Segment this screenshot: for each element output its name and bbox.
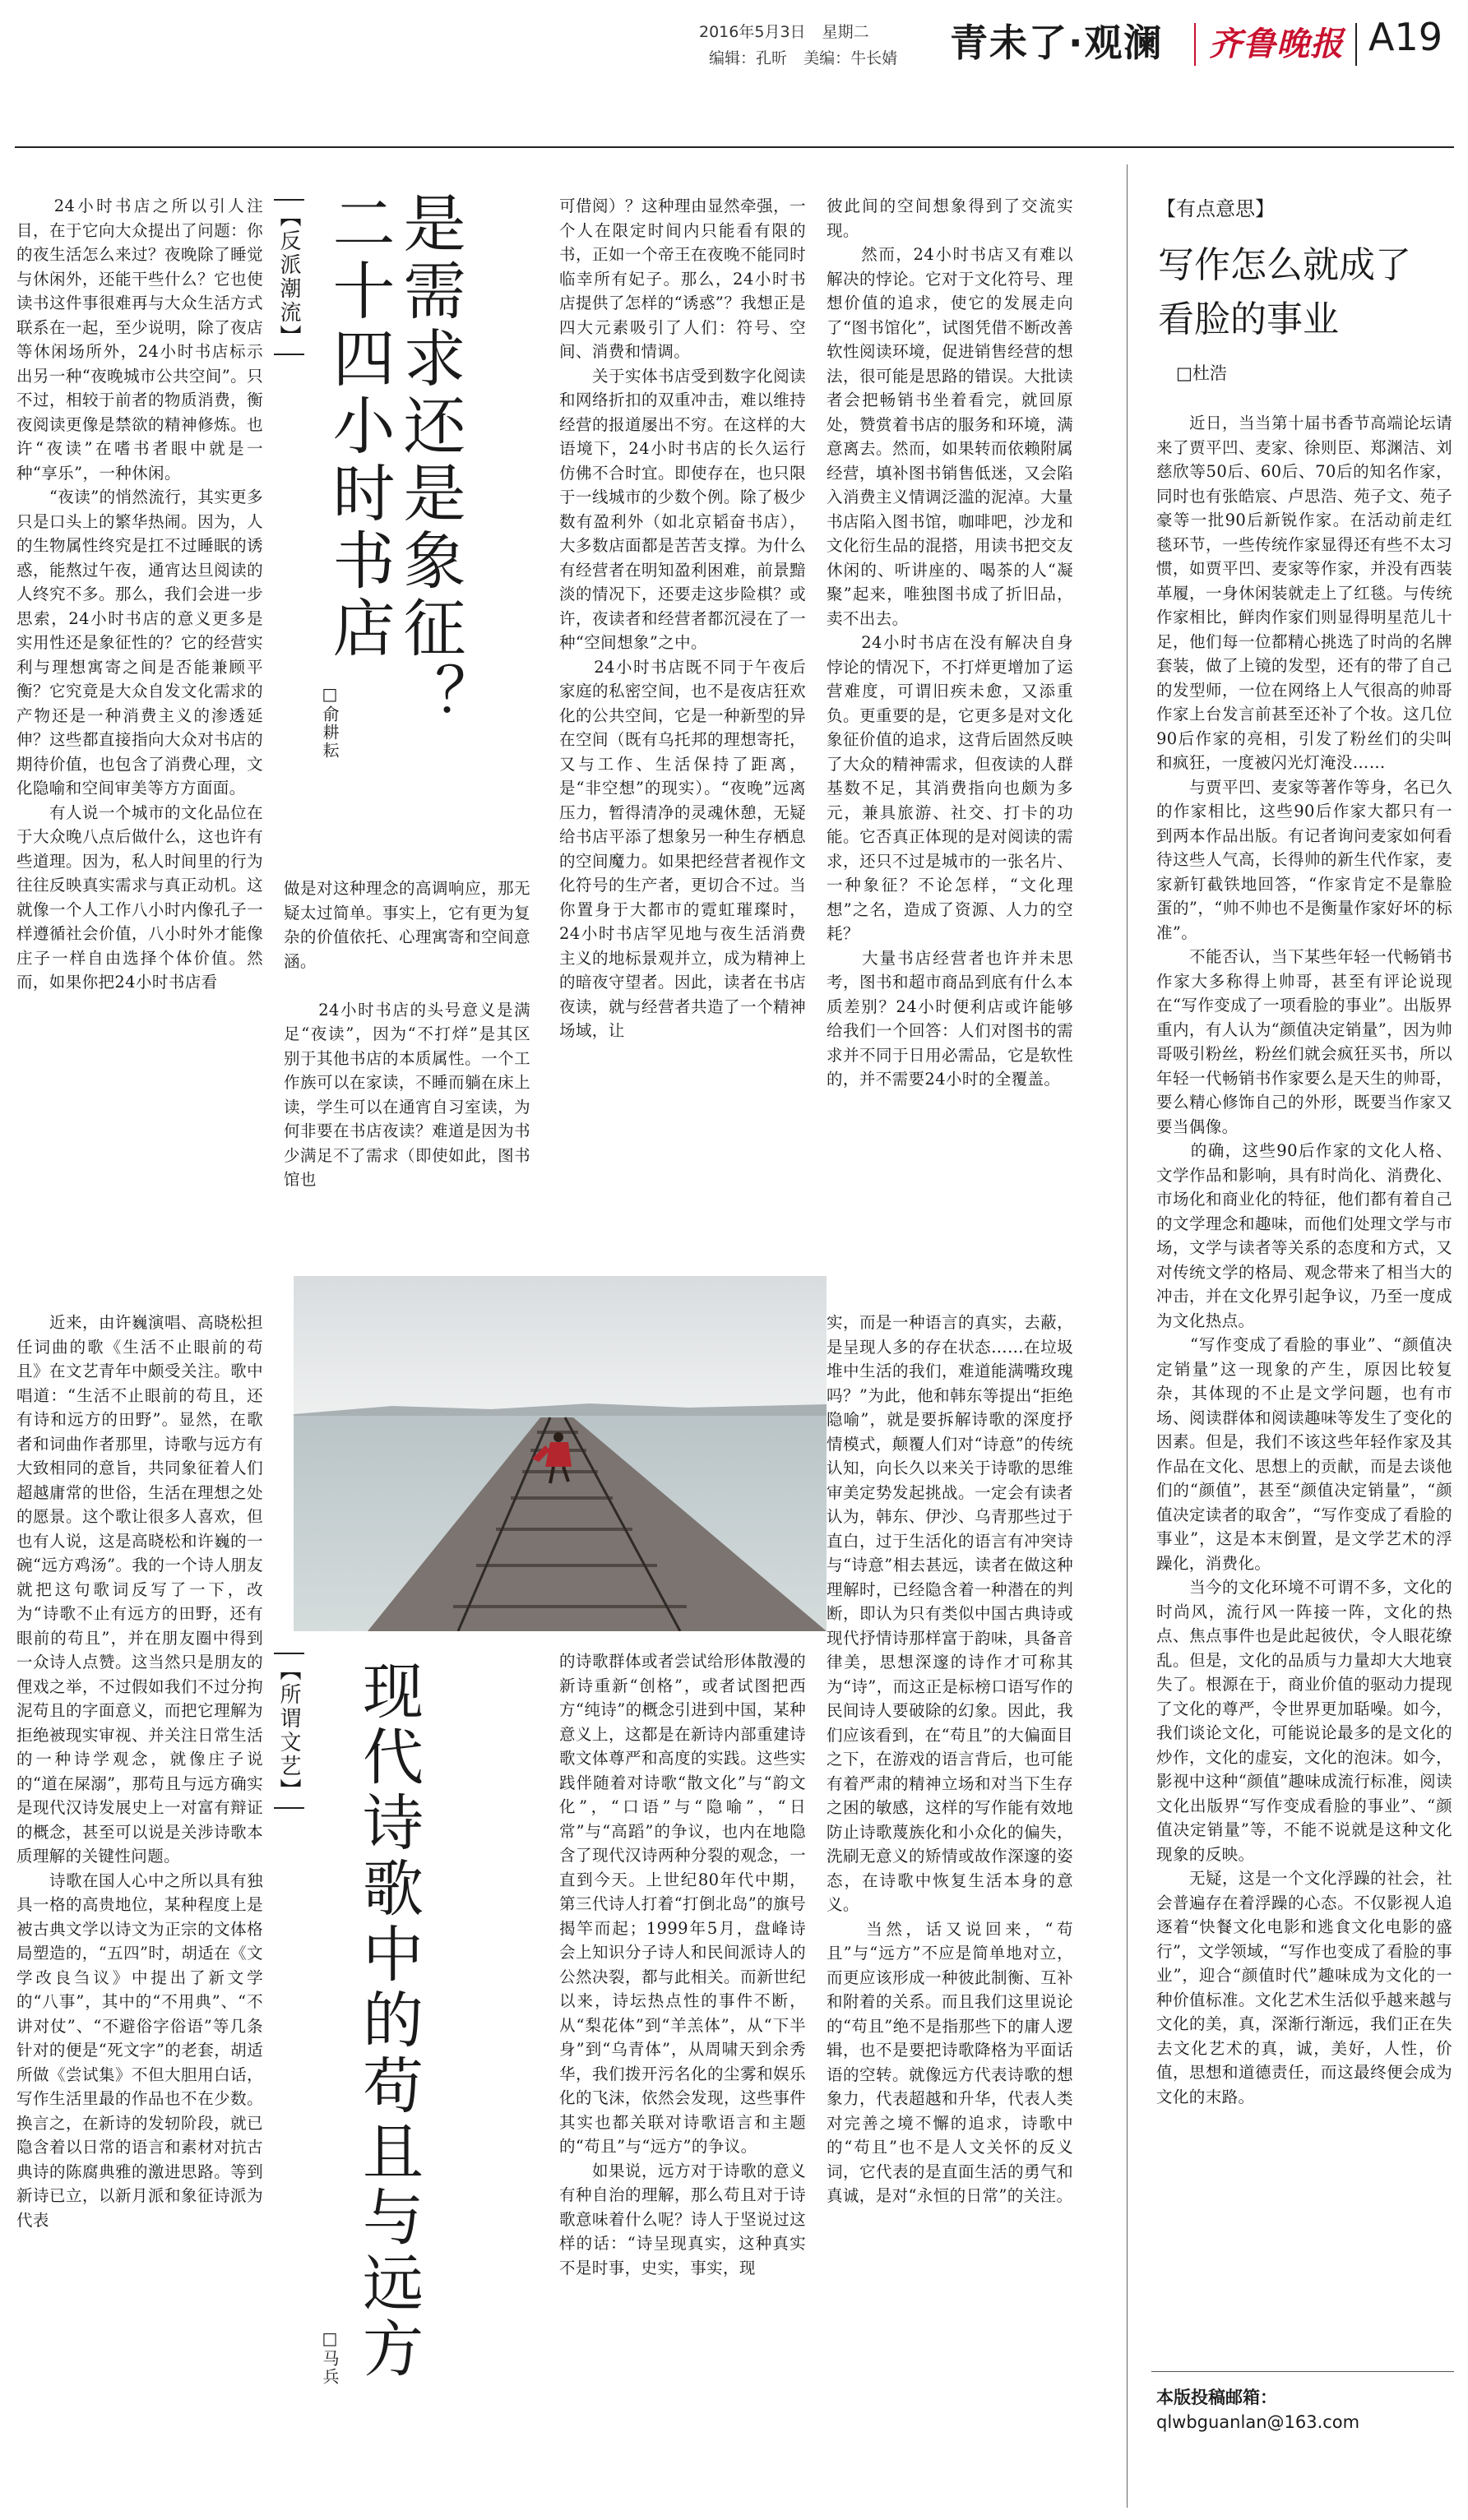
article3-column-2: 的诗歌群体或者尝试给形体散漫的新诗重新“创格”，或者试图把西方“纯诗”的概念引进到中国，某种意义上，这都是在新诗内部重建诗歌文体尊严和高度的实践。这些实践伴随着对诗歌“散文化”与“韵文化”，“口语”与“隐喻”，“日常”与“高蹈”的争议，也内在地隐含了现代汉诗两种分裂的观念，一直到今天。上世纪80年代中期，第三代诗人打着“打倒北岛”的旗号揭竿而起；1999年5月，盘峰诗会上知识分子诗人和民间派诗人的公然决裂，都与此相关。而新世纪以来，诗坛热点性的事件不断，从“梨花体”到“羊羔体”，从“下半身”到“乌青体”，从周啸天到余秀华，我们拨开污名化的尘雾和娱乐化的飞沫，依然会发现，这些事件其实也都关联对诗歌语言和主题的“苟且”与“远方”的争议。 如果说，远方对于诗歌的意义有种自治的理解，那么苟且对于诗歌意味着什么呢？诗人于坚说过这样的话：“诗呈现真实，这种真实不是时事，史实，事实，现 [559, 1652, 806, 2277]
article1-title-line1: 是需求还是象征？ [393, 191, 466, 730]
railway-photo-illustration [294, 1276, 827, 1631]
paper-logo: 齐鲁晚报 [1209, 25, 1344, 63]
weekday-text: 星期二 [822, 23, 869, 41]
header-divider-1 [1194, 23, 1196, 66]
article1-title-line2: 二十四小时书店 [322, 191, 396, 663]
page-number: A19 [1368, 15, 1443, 59]
article1-column-3: 可借阅）？这种理由显然牵强，一个人在限定时间内只能看有限的书，正如一个帝王在夜晚不能同时临幸所有妃子。那么，24小时书店提供了怎样的“诱惑”？我想正是四大元素吸引了人们：符号、空间、消费和情调。 关于实体书店受到数字化阅读和网络折扣的双重冲击，难以维持经营的报道屡出不穷。在这样的大语境下，24小时书店的长久运行仿佛不合时宜。即使存在，也只限于一线城市的少数个例。除了极少数有盈利外（如北京韬奋书店），大多数店面都是苦苦支撑。为什么有经营者在明知盈利困难，前景黯淡的情况下，还要走这步险棋？或许，夜读者和经营者都沉浸在了一种“空间想象”之中。 24小时书店既不同于午夜后家庭的私密空间，也不是夜店狂欢化的公共空间，它是一种新型的异在空间（既有乌托邦的理想寄托，又与工作、生活保持了距离，是“非空想”的现实）。“夜晚”远离压力，暂得清净的灵魂休憩，无疑给书店平添了想象另一种生存栖息的空间魔力。如果把经营者视作文化符号的生产者，更切合不过。当你置身于大都市的霓虹璀璨时，24小时书店罕见地与夜生活消费主义的地标景观并立，成为精神上的暗夜守望者。因此，读者在书店夜读，就与经营者共造了一个精神场域，让 [559, 197, 806, 1040]
railway-photo [294, 1276, 827, 1631]
article3-title: 现代诗歌中的苟且与远方 [353, 1659, 424, 2383]
header-rule [15, 146, 1454, 148]
article2-title-line2: 看脸的事业 [1158, 298, 1339, 340]
article3-column-3: 实，而是一种语言的真实，去蔽，是呈现人多的存在状态……在垃圾堆中生活的我们，难道能满嘴玫瑰吗？”为此，他和韩东等提出“拒绝隐喻”，就是要拆解诗歌的深度抒情模式，颠覆人们对“诗意”的传统认知，向长久以来关于诗歌的思维审美定势发起挑战。一定会有读者认为，韩东、伊沙、乌青那些过于直白，过于生活化的语言有冲突诗与“诗意”相去甚远，读者在做这种理解时，已经隐含着一种潜在的判断，即认为只有类似中国古典诗或现代抒情诗那样富于韵味，具备音律美，思想深邃的诗作才可称其为“诗”，而这正是标榜口语写作的民间诗人要破除的幻象。因此，我们应该看到，在“苟且”的大偏面目之下，在游戏的语言背后，也可能有着严肃的精神立场和对当下生存之困的敏感，这样的写作能有效地防止诗歌蔑族化和小众化的偏失，洗刷无意义的矫情或故作深邃的姿态，在诗歌中恢复生活本身的意义。 当然，话又说回来，“苟且”与“远方”不应是简单地对立，而更应该形成一种彼此制衡、互补和附着的关系。而且我们这里说论的“苟且”绝不是指那些下的庸人逻辑，也不是要把诗歌降格为平面话语的空转。就像远方代表诗歌的想象力，代表超越和升华，代表人类对完善之境不懈的追求，诗歌中的“苟且”也不是人文关怀的反义词，它代表的是直面生活的勇气和真诚，是对“永恒的日常”的关注。 [827, 1313, 1073, 2205]
editor-text: 编辑：孔昕 [709, 49, 788, 67]
header-date [699, 20, 869, 42]
contact-rule [1151, 2371, 1454, 2372]
date-text: 2016年5月3日 [699, 23, 806, 41]
article2-byline: □杜浩 [1176, 363, 1227, 383]
article2-title-line1: 写作怎么就成了 [1158, 244, 1411, 286]
section-divider [1127, 164, 1128, 2508]
section-title: 青未了·观澜 [950, 21, 1164, 65]
article3-column-1: 近来，由许巍演唱、高晓松担任词曲的歌《生活不止眼前的苟且》在文艺青年中颇受关注。歌中唱道：“生活不止眼前的苟且，还有诗和远方的田野”。显然，在歌者和词曲作者那里，诗歌与远方有大致相同的意旨，共同象征着人们超越庸常的世俗，生活在理想之处的愿景。这个歌让很多人喜欢，但也有人说，这是高晓松和许巍的一碗“远方鸡汤”。我的一个诗人朋友就把这句歌词反写了一下，改为“诗歌不止有远方的田野，还有眼前的苟且”，并在朋友圈中得到一众诗人点赞。这当然只是朋友的俚戏之举，不过假如我们不过分拘泥苟且的字面意义，而把它理解为拒绝被现实审视、并关注日常生活的一种诗学观念，就像庄子说的“道在屎溺”，那苟且与远方确实是现代汉诗发展史上一对富有辩证的概念，甚至可以说是关涉诗歌本质理解的关键性问题。 诗歌在国人心中之所以具有独具一格的高贵地位，某种程度上是被古典文学以诗文为正宗的文体格局塑造的，“五四”时，胡适在《文学改良刍议》中提出了新文学的“八事”，其中的“不用典”、“不讲对仗”、“不避俗字俗语”等几条针对的便是“死文字”的老套，胡适所做《尝试集》不但大胆用白话，写作生活里最的作品也不在少数。换言之，在新诗的发轫阶段，就已隐含着以日常的语言和素材对抗古典诗的陈腐典雅的激进思路。等到新诗已立，以新月派和象征诗派为代表 [16, 1313, 263, 2230]
contact-label: 本版投稿邮箱： [1156, 2388, 1277, 2407]
article1-byline: □俞耕耘 [320, 684, 340, 760]
header-divider-2 [1355, 23, 1357, 66]
article3-kicker: 【所谓文艺】 [274, 1653, 304, 1809]
header-staff [709, 46, 897, 68]
article1-column-1: 24小时书店之所以引人注目，在于它向大众提出了问题：你的夜生活怎么来过？夜晚除了睡觉与休闲外，还能干些什么？它也使读书这件事很难再与大众生活方式联系在一起，至少说明，除了夜店等休闲场所外，24小时书店标示出另一种“夜晚城市公共空间”。只不过，相较于前者的物质消费，衡夜阅读更像是禁欲的精神修炼。也许“夜读”在嗜书者眼中就是一种“享乐”，一种休闲。 “夜读”的悄然流行，其实更多只是口头上的繁华热闹。因为，人的生物属性终究是扛不过睡眠的诱惑，能熬过午夜，通宵达旦阅读的人终究不多。那么，我们会进一步思索，24小时书店的意义更多是实用性还是象征性的？它的经营实利与理想寓寄之间是否能兼顾平衡？它究竟是大众自发文化需求的产物还是一种消费主义的渗透延伸？这些都直接指向大众对书店的期待价值，也包含了消费心理，文化隐喻和空间审美等方方面面。 有人说一个城市的文化品位在于大众晚八点后做什么，这也许有些道理。因为，私人时间里的行为往往反映真实需求与真正动机。这就像一个人工作八小时内像孔子一样遵循社会价值，八小时外才能像庄子一样自由选择个体价值。然而，如果你把24小时书店看 [16, 197, 263, 992]
article1-column-4: 彼此间的空间想象得到了交流实现。 然而，24小时书店又有难以解决的悖论。它对于文化符号、理想价值的追求，使它的发展走向了“图书馆化”，试图凭借不断改善软性阅读环境，促进销售经营的想法，很可能是思路的错误。大批读者会把畅销书坐着看完，就回原处，赞赏着书店的服务和环境，满意离去。然而，如果转而依赖附属经营，填补图书销售低迷，又会陷入消费主义情调泛滥的泥淖。大量书店陷入图书馆，咖啡吧，沙龙和文化衍生品的混搭，用读书把交友休闲的、听讲座的、喝茶的人“凝聚”起来，唯独图书成了折旧品，卖不出去。 24小时书店在没有解决自身悖论的情况下，不打烊更增加了运营难度，可谓旧疾未愈，又添重负。更重要的是，它更多是对文化象征价值的追求，这背后固然反映了大众的精神需求，但夜读的人群基数不足，其消费指向也颇为多元，兼具旅游、社交、打卡的功能。它否真正体现的是对阅读的需求，还只不过是城市的一张名片、一种象征？不论怎样，“文化理想”之名，造成了资源、人力的空耗？ 大量书店经营者也许并未思考，图书和超市商品到底有什么本质差别？24小时便利店或许能够给我们一个回答：人们对图书的需求并不同于日用必需品，它是软性的，并不需要24小时的全覆盖。 [827, 197, 1073, 1089]
article3-byline: □马兵 [320, 2328, 340, 2386]
article1-kicker: 【反派潮流】 [274, 199, 304, 355]
article2-kicker: 【有点意思】 [1156, 197, 1275, 220]
article1-column-2: 做是对这种理念的高调响应，那无疑太过简单。事实上，它有更为复杂的价值依托、心理寓寄和空间意涵。 24小时书店的头号意义是满足“夜读”，因为“不打烊”是其区别于其他书店的本质属性。一个工作族可以在家读，不睡而躺在床上读，学生可以在通宵自习室读，为何非要在书店夜读？难道是因为书少满足不了需求（即使如此，图书馆也 [284, 879, 530, 1189]
contact-email[interactable]: qlwbguanlan@163.com [1156, 2412, 1360, 2432]
designer-text: 美编：牛长婧 [803, 49, 898, 67]
article2-body: 近日，当当第十届书香节高端论坛请来了贾平凹、麦家、徐则臣、郑渊洁、刘慈欣等50后、60后、70后的知名作家，同时也有张皓宸、卢思浩、苑子文、苑子豪等一批90后新锐作家。在活动前走红毯环节，一些传统作家显得还有些不太习惯，如贾平凹、麦家等作家，并没有西装革履，一身休闲装就走上了红毯。与传统作家相比，鲜肉作家们则显得明星范儿十足，他们每一位都精心挑选了时尚的名牌套装，做了上镜的发型，还有的带了自己的发型师，一位在网络上人气很高的帅哥作家上台发言前甚至还补了个妆。这几位90后作家的亮相，引发了粉丝们的尖叫和疯狂，一度被闪光灯淹没…… 与贾平凹、麦家等著作等身，名已久的作家相比，这些90后作家大都只有一到两本作品出版。有记者询问麦家如何看待这些人气高，长得帅的新生代作家，麦家新钉截铁地回答，“作家肯定不是靠脸蛋的”，“帅不帅也不是衡量作家好坏的标准”。 不能否认，当下某些年轻一代畅销书作家大多称得上帅哥，甚至有评论说现在“写作变成了一项看脸的事业”。出版界重内，有人认为“颜值决定销量”，因为帅哥吸引粉丝，粉丝们就会疯狂买书，所以年轻一代畅销书作家要么是天生的帅哥，要么精心修饰自己的外形，既要当作家又要当偶像。 的确，这些90后作家的文化人格、文学作品和影响，具有时尚化、消费化、市场化和商业化的特征，他们都有着自己的文学理念和趣味，而他们处理文学与市场，文学与读者等关系的态度和方式，又对传统文学的格局、观念带来了相当大的冲击，并在文化界引起争议，乃至一度成为文化热点。 “写作变成了看脸的事业”、“颜值决定销量”这一现象的产生，原因比较复杂，其体现的不止是文学问题，也有市场、阅读群体和阅读趣味等发生了变化的因素。但是，我们不该这些年轻作家及其作品在文化、思想上的贡献，而是去谈他们的“颜值”，甚至“颜值决定销量”，“颜值决定读者的取舍”，“写作变成了看脸的事业”，这是本末倒置，是文学艺术的浮躁化，消费化。 当今的文化环境不可谓不多，文化的时尚风，流行风一阵接一阵，文化的热点、焦点事件也是此起彼伏，令人眼花缭乱。但是，文化的品质与力量却大大地衰失了。根源在于，商业价值的驱动力提现了文化的尊严，令世界更加聒噪。如今，我们谈论文化，可能说论最多的是文化的炒作，文化的虚妄，文化的泡沫。如今，影视中这种“颜值”趣味成流行标准，阅读文化出版界“写作变成看脸的事业”、“颜值决定销量”等，不能不说就是这种文化现象的反映。 无疑，这是一个文化浮躁的社会，社会普遍存在着浮躁的心态。不仅影视人追逐着“快餐文化电影和逃食文化电影的盛行”，文学领域，“写作也变成了看脸的事业”，迎合“颜值时代”趣味成为文化的一种价值标准。文化艺术生活似乎越来越与文化的美，真，深渐行渐远，我们正在失去文化艺术的真，诚，美好，人性，价值，思想和道德责任，而这最终便会成为文化的末路。 [1156, 414, 1452, 2106]
